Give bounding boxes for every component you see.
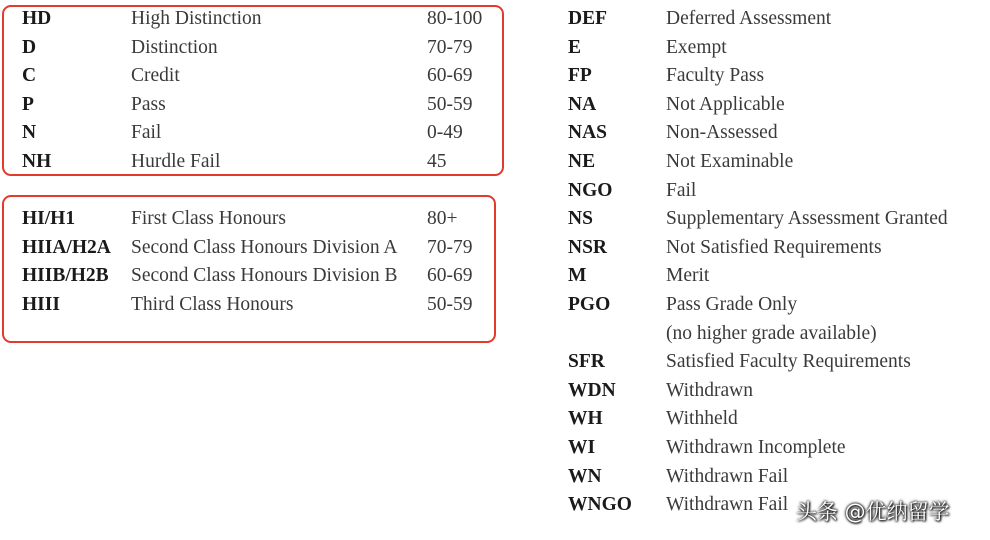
grade-code: NE — [568, 151, 596, 172]
grade-code: NSR — [568, 236, 608, 258]
grade-code: FP — [568, 65, 592, 87]
grade-description: Hurdle Fail — [131, 151, 221, 172]
grade-code: WH — [568, 408, 603, 430]
grade-description: Not Satisfied Requirements — [666, 236, 882, 258]
grade-code: NS — [568, 208, 593, 230]
grade-code: N — [22, 122, 37, 144]
grade-description: Second Class Honours Division B — [131, 265, 398, 287]
grade-description: Fail — [666, 179, 697, 201]
grade-row — [0, 148, 990, 177]
grade-code: WDN — [568, 379, 616, 401]
grade-description: Withdrawn Incomplete — [666, 437, 846, 458]
grade-row — [0, 234, 990, 263]
grade-row — [0, 463, 990, 492]
grade-row — [0, 177, 990, 206]
grade-code: NGO — [568, 179, 613, 201]
grade-description: Faculty Pass — [666, 65, 765, 87]
grade-description: Distinction — [131, 36, 218, 58]
grade-description: Pass Grade Only — [666, 294, 798, 315]
grade-description: First Class Honours — [131, 208, 286, 229]
grade-description: Deferred Assessment — [666, 8, 832, 29]
grade-code: WNGO — [568, 494, 632, 516]
grade-code: P — [22, 93, 34, 115]
grade-row — [0, 5, 990, 34]
grade-code: SFR — [568, 351, 605, 373]
grade-description: Withdrawn Fail — [666, 494, 789, 516]
grade-code: NA — [568, 93, 597, 115]
grade-description: High Distinction — [131, 8, 262, 29]
grade-code: M — [568, 265, 587, 287]
grade-range: 50-59 — [427, 93, 473, 115]
grade-row — [0, 119, 990, 148]
grade-range: 0-49 — [427, 122, 463, 144]
grade-code: E — [568, 36, 582, 58]
watermark-text: 头条 @优纳留学 — [796, 500, 950, 524]
grade-row — [0, 262, 990, 291]
grade-description: Second Class Honours Division A — [131, 236, 398, 258]
grade-code: WN — [568, 465, 602, 487]
grade-row — [0, 405, 990, 434]
grade-row — [0, 377, 990, 406]
grade-code: HD — [22, 8, 52, 29]
grade-description: Withdrawn — [666, 379, 753, 401]
grade-row — [0, 91, 990, 120]
grade-code: C — [22, 65, 37, 87]
grade-description: Non-Assessed — [666, 122, 778, 144]
grade-description: Withheld — [666, 408, 738, 430]
grade-code: D — [22, 36, 37, 58]
grade-range: 70-79 — [427, 236, 473, 258]
grade-code: NH — [22, 151, 52, 172]
grade-row — [0, 34, 990, 63]
grade-code: HIII — [22, 293, 60, 315]
grade-row — [0, 291, 990, 320]
grade-description: Not Applicable — [666, 93, 785, 115]
grade-range: 80-100 — [427, 8, 483, 29]
grade-description: Pass — [131, 93, 166, 115]
grade-row — [0, 320, 990, 349]
grade-range: 45 — [427, 151, 447, 172]
grade-description: Third Class Honours — [131, 293, 294, 315]
grade-row — [0, 62, 990, 91]
grade-row — [0, 434, 990, 463]
grade-range: 60-69 — [427, 265, 473, 287]
grade-code: HI/H1 — [22, 208, 76, 229]
grade-range: 70-79 — [427, 36, 473, 58]
grade-description: Withdrawn Fail — [666, 465, 789, 487]
grade-range: 50-59 — [427, 293, 473, 315]
grade-range: 60-69 — [427, 65, 473, 87]
grade-row — [0, 348, 990, 377]
grade-description: Exempt — [666, 36, 727, 58]
grade-code: NAS — [568, 122, 608, 144]
grade-description: Credit — [131, 65, 180, 87]
grade-code: PGO — [568, 294, 611, 315]
grade-code: WI — [568, 437, 596, 458]
grade-description: Not Examinable — [666, 151, 794, 172]
grade-description: Merit — [666, 265, 710, 287]
grade-description: (no higher grade available) — [666, 322, 877, 344]
grade-range: 80+ — [427, 208, 458, 229]
grade-description: Satisfied Faculty Requirements — [666, 351, 911, 373]
grade-code: HIIA/H2A — [22, 236, 111, 258]
grade-code: HIIB/H2B — [22, 265, 109, 287]
grade-row — [0, 205, 990, 234]
grade-description: Supplementary Assessment Granted — [666, 208, 948, 230]
grade-description: Fail — [131, 122, 162, 144]
grade-code: DEF — [568, 8, 607, 29]
